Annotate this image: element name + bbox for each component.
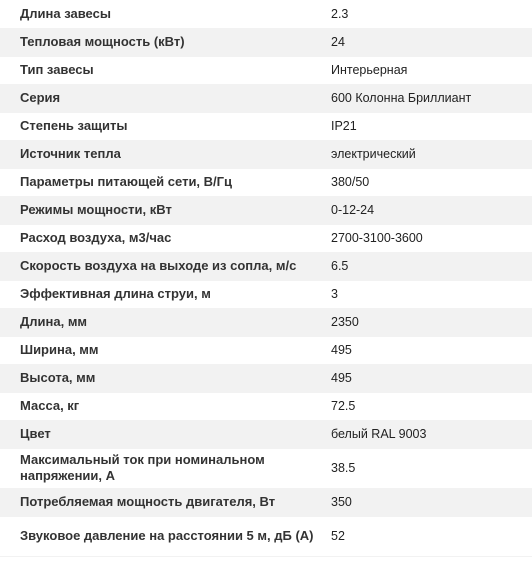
spec-value: белый RAL 9003 <box>322 420 532 448</box>
spec-label: Режимы мощности, кВт <box>0 196 322 224</box>
spec-value: 380/50 <box>322 168 532 196</box>
spec-label: Скорость воздуха на выходе из сопла, м/с <box>0 252 322 280</box>
spec-row-curtain-length <box>0 0 532 28</box>
spec-label: Тип завесы <box>0 56 322 84</box>
spec-label: Цвет <box>0 420 322 448</box>
spec-row-protection-class <box>0 112 532 140</box>
spec-label: Звуковое давление на расстоянии 5 м, дБ (А) <box>0 516 322 556</box>
spec-label: Тепловая мощность (кВт) <box>0 28 322 56</box>
spec-label: Максимальный ток при номинальном напряжении, А <box>0 448 322 488</box>
spec-row-color <box>0 420 532 448</box>
spec-value: 600 Колонна Бриллиант <box>322 84 532 112</box>
spec-value: 2350 <box>322 308 532 336</box>
spec-value: 72.5 <box>322 392 532 420</box>
spec-label: Потребляемая мощность двигателя, Вт <box>0 488 322 516</box>
spec-label: Эффективная длина струи, м <box>0 280 322 308</box>
spec-value: 6.5 <box>322 252 532 280</box>
spec-value: 24 <box>322 28 532 56</box>
spec-label: Источник тепла <box>0 140 322 168</box>
spec-row-max-current <box>0 448 532 488</box>
spec-row-sound-pressure <box>0 516 532 556</box>
spec-label: Длина, мм <box>0 308 322 336</box>
spec-value: 495 <box>322 364 532 392</box>
spec-row-length <box>0 308 532 336</box>
spec-value: 2700-3100-3600 <box>322 224 532 252</box>
spec-value: Интерьерная <box>322 56 532 84</box>
spec-value: 3 <box>322 280 532 308</box>
spec-label: Длина завесы <box>0 0 322 28</box>
spec-row-motor-power <box>0 488 532 516</box>
spec-value: 495 <box>322 336 532 364</box>
spec-row-width <box>0 336 532 364</box>
spec-value: IP21 <box>322 112 532 140</box>
spec-value: 2.3 <box>322 0 532 28</box>
spec-row-weight <box>0 392 532 420</box>
spec-row-air-speed <box>0 252 532 280</box>
spec-label: Высота, мм <box>0 364 322 392</box>
spec-row-height <box>0 364 532 392</box>
spec-row-air-flow <box>0 224 532 252</box>
spec-label: Расход воздуха, м3/час <box>0 224 322 252</box>
spec-row-heat-output <box>0 28 532 56</box>
spec-value: 52 <box>322 516 532 556</box>
spec-value: электрический <box>322 140 532 168</box>
spec-label: Степень защиты <box>0 112 322 140</box>
spec-row-heat-source <box>0 140 532 168</box>
spec-value: 0-12-24 <box>322 196 532 224</box>
spec-row-jet-length <box>0 280 532 308</box>
spec-label: Параметры питающей сети, В/Гц <box>0 168 322 196</box>
spec-row-series <box>0 84 532 112</box>
spec-row-curtain-type <box>0 56 532 84</box>
spec-value: 350 <box>322 488 532 516</box>
spec-row-power-supply <box>0 168 532 196</box>
spec-value: 38.5 <box>322 448 532 488</box>
spec-row-power-modes <box>0 196 532 224</box>
spec-label: Серия <box>0 84 322 112</box>
spec-label: Ширина, мм <box>0 336 322 364</box>
spec-label: Масса, кг <box>0 392 322 420</box>
